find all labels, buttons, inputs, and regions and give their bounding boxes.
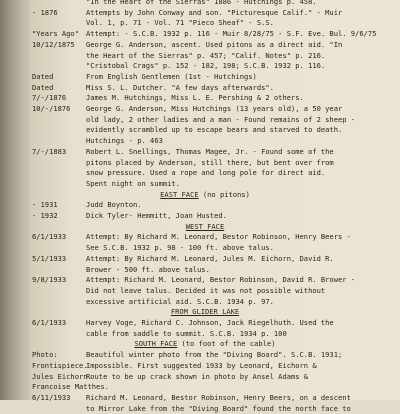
line-date: 5/1/1933 xyxy=(32,253,67,263)
line-text: Beautiful winter photo from the "Diving Board". S.C.B. 1931; xyxy=(86,350,343,360)
line-text: George G. Anderson, Miss Hutchings (13 years old), a 50 year xyxy=(86,104,343,113)
document-line xyxy=(30,51,400,62)
document-line xyxy=(30,254,400,265)
heading-subtitle: (to foot of the cable) xyxy=(177,339,276,349)
line-text: Attempt: By Richard M. Leonard, Jules M. Eichorn, David R. xyxy=(86,253,334,263)
line-text: "In the Heart of the Sierras" 1886 - Hutchings p. 458. xyxy=(86,0,317,6)
section-heading xyxy=(30,307,400,318)
line-date: Dated xyxy=(32,82,54,92)
line-text: Attempt: - S.C.B. 1932 p. 116 - Muir 8/28/75 - S.F. Eve. Bul. 9/6/75 xyxy=(86,29,377,39)
line-text: Harvey Voge, Richard C. Johnson, Jack Riegelhuth. Used the xyxy=(86,318,334,327)
line-text: Brower - 500 ft. above talus. xyxy=(86,264,210,274)
line-text: Dick Tyler- Hemmitt, Joan Husted. xyxy=(86,211,227,220)
document-line xyxy=(30,350,400,361)
line-date: - 1932 xyxy=(32,211,58,220)
line-text: Attempts by John Conway and son. "Picturesque Calif." - Muir xyxy=(86,7,343,17)
line-text: George G. Anderson, ascent. Used pitons as a direct aid. "In xyxy=(86,39,343,49)
document-line xyxy=(30,243,400,254)
document-line xyxy=(30,168,400,179)
line-date: Francoise Matthes. xyxy=(32,382,109,392)
line-date: "Years Ago" xyxy=(32,29,79,39)
document-line xyxy=(30,211,400,222)
line-text: Judd Boynton. xyxy=(86,200,142,210)
section-heading xyxy=(30,339,400,350)
document-line xyxy=(30,83,400,94)
section-heading xyxy=(30,222,400,233)
line-text: excessive artificial aid. S.C.B. 1934 p. 97. xyxy=(86,296,274,306)
line-text: old lady, 2 other ladies and a man - Found remains of 2 sheep - xyxy=(86,114,356,124)
line-text: James M. Hutchings, Miss L. E. Pershing & 2 others. xyxy=(86,93,304,103)
line-text: Vol. 1, p. 71 - Vol. 71 "Pieco Sheaf" - S.S. xyxy=(86,18,274,28)
document-line xyxy=(30,382,400,393)
document-line xyxy=(30,200,400,211)
heading-subtitle: (no pitons) xyxy=(198,189,250,199)
document-line xyxy=(30,18,400,29)
document-line xyxy=(30,61,400,72)
document-line xyxy=(30,72,400,83)
heading-title: FROM GLIDER LAKE xyxy=(170,307,240,317)
line-text: Miss S. L. Dutcher. "A few days afterwards". xyxy=(86,82,274,92)
document-line xyxy=(30,0,400,8)
document-line xyxy=(30,136,400,147)
document-line xyxy=(30,318,400,329)
line-text: Robert L. Snellings, Thomas Magee, Jr. - Found some of the xyxy=(86,146,334,156)
line-text: cable from saddle to summit. S.C.B. 1934 p. 100 xyxy=(86,328,287,338)
document-line xyxy=(30,404,400,414)
document-line xyxy=(30,93,400,104)
document-line xyxy=(30,232,400,243)
line-date: Dated xyxy=(32,71,54,81)
line-text: Hutchings - p. 463 xyxy=(86,136,163,146)
document-line xyxy=(30,275,400,286)
line-date: 10/-/1876 xyxy=(32,104,71,113)
line-text: Impossible. First suggested 1933 by Leonard, Eichorn & xyxy=(86,360,317,370)
line-text: snow pressure. Used a rope and long pole for direct aid. xyxy=(86,168,326,178)
document-line xyxy=(30,297,400,308)
heading-title: SOUTH FACE xyxy=(134,339,178,349)
line-text: evidently scrambled up to escape bears and starved to death. xyxy=(86,125,343,135)
line-date: Frontispiece. xyxy=(32,360,88,370)
line-date: 6/1/1933 xyxy=(32,232,67,242)
document-line xyxy=(30,147,400,158)
line-text: Did not leave talus. Decided it was not possible without xyxy=(86,285,326,295)
line-text: pitons placed by Anderson, still there, but bent over from xyxy=(86,157,334,167)
document-line xyxy=(30,372,400,383)
book-binding xyxy=(0,0,30,400)
line-date: Photo: xyxy=(32,350,58,360)
document-line xyxy=(30,115,400,126)
line-text: Attempt: Richard M. Leonard, Bestor Robinson, David R. Brower - xyxy=(86,275,356,285)
document-line xyxy=(30,29,400,40)
line-date: 7/-/1883 xyxy=(32,146,67,156)
document-line xyxy=(30,361,400,372)
document-page xyxy=(30,0,400,413)
document-line xyxy=(30,393,400,404)
line-date: - 1931 xyxy=(32,200,58,210)
line-text: Route to be up crack shown in photo by Ansel Adams & xyxy=(86,371,309,381)
line-text: Richard M. Leonard, Bestor Robinson, Henry Beers, on a descent xyxy=(86,392,351,402)
line-date: 9/8/1933 xyxy=(32,275,67,285)
line-text: "Cristobal Crags" p. 152 - 182, 198; S.C.B. 1932 p. 116. xyxy=(86,61,326,71)
document-line xyxy=(30,286,400,297)
document-line xyxy=(30,104,400,115)
line-date: - 1876 xyxy=(32,7,58,17)
line-date: Jules Eichorn. xyxy=(32,371,92,381)
line-text: Spent night on summit. xyxy=(86,178,180,188)
line-date: 7/-/1876 xyxy=(32,93,67,103)
line-text: the Heart of the Sierras" p. 457; "Calif. Notes" p. 216. xyxy=(86,50,326,60)
heading-title: WEST FACE xyxy=(185,221,225,231)
document-text xyxy=(30,0,400,413)
document-line xyxy=(30,8,400,19)
document-line xyxy=(30,265,400,276)
document-line xyxy=(30,40,400,51)
line-date: 10/12/1875 xyxy=(32,39,75,49)
line-text: From English Gentlemen (1st - Hutchings) xyxy=(86,71,257,81)
line-text: See S.C.B. 1932 p. 98 - 100 ft. above talus. xyxy=(86,243,274,253)
line-text: Attempt: By Richard M. Leonard, Bestor Robinson, Henry Beers - xyxy=(86,232,351,242)
document-line xyxy=(30,329,400,340)
line-date: 6/1/1933 xyxy=(32,318,67,327)
document-line xyxy=(30,125,400,136)
document-line xyxy=(30,158,400,169)
heading-title: EAST FACE xyxy=(160,189,199,199)
document-line xyxy=(30,179,400,190)
line-text: to Mirror Lake from the "Diving Board" found the north face to xyxy=(86,403,351,413)
section-heading xyxy=(30,190,400,201)
line-date: 6/11/1933 xyxy=(32,392,71,402)
